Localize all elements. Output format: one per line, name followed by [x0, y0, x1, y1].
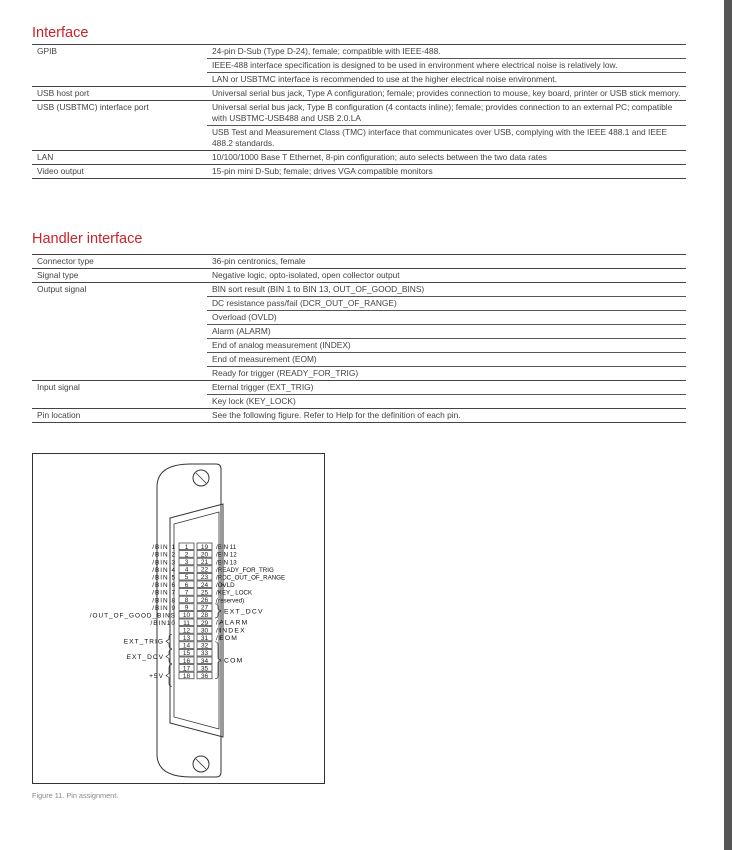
pin-label: /BIN 1: [152, 544, 176, 552]
row-label: Connector type: [32, 255, 207, 269]
handler-section-title: Handler interface: [32, 231, 143, 247]
interface-table: [32, 44, 686, 179]
pin-number: 8: [184, 597, 189, 604]
pin-number: 36: [200, 673, 209, 680]
row-label: [32, 311, 207, 325]
row-label: [32, 395, 207, 409]
pin-number: 13: [182, 635, 191, 642]
group-brace: [166, 665, 172, 687]
pin-label: /BIN 7: [152, 589, 176, 597]
pin-label: /BIN 11: [216, 544, 237, 552]
row-label: Input signal: [32, 381, 207, 395]
row-label: [32, 339, 207, 353]
group-label: /INDEX: [216, 627, 246, 635]
group-label: EXT_DCV: [224, 608, 264, 616]
table-row: [32, 255, 686, 269]
pin-number: 35: [200, 665, 209, 673]
pin-number: 32: [200, 642, 209, 650]
interface-section-title: Interface: [32, 25, 89, 41]
table-row: [32, 283, 686, 297]
table-row: [32, 367, 686, 381]
table-row: [32, 151, 686, 165]
row-label: [32, 297, 207, 311]
pin-number: 5: [184, 574, 189, 582]
row-label: [32, 73, 207, 87]
pin-number: 2: [184, 551, 189, 559]
table-row: [32, 59, 686, 73]
row-label: [32, 126, 207, 151]
scrollbar[interactable]: [724, 0, 732, 850]
group-label: +5V: [149, 672, 164, 680]
figure-caption: Figure 11. Pin assignment.: [32, 791, 119, 800]
pin-number: 10: [182, 612, 191, 620]
pin-label: /BIN 9: [152, 604, 176, 612]
row-value: USB Test and Measurement Class (TMC) interface that communicates over USB, complying with the IEEE 488.1 and IEEE 488.2 standards.: [207, 126, 686, 151]
row-value: IEEE-488 interface specification is designed to be used in environment where electrical noise is relatively low.: [207, 59, 686, 73]
pin-number: 16: [182, 657, 191, 665]
row-label: LAN: [32, 151, 207, 165]
pin-number: 1: [184, 543, 189, 551]
pin-number: 31: [200, 635, 209, 642]
pin-number: 22: [200, 566, 209, 574]
row-label: Signal type: [32, 269, 207, 283]
table-row: [32, 126, 686, 151]
pin-number: 33: [200, 650, 209, 658]
mounting-hole-top-slot: [196, 473, 206, 483]
pin-label: /KEY_ LOCK: [216, 589, 253, 597]
row-value: 15-pin mini D-Sub; female; drives VGA compatible monitors: [207, 165, 686, 179]
pin-number: 21: [200, 559, 209, 566]
pin-number: 29: [200, 619, 209, 627]
pin-number: 3: [184, 559, 189, 566]
pin-number: 12: [182, 627, 191, 635]
row-value: Negative logic, opto-isolated, open collector output: [207, 269, 686, 283]
row-value: Universal serial bus jack, Type A configuration; female; provides connection to mouse, key board, printer or USB stick memory.: [207, 87, 686, 101]
table-row: [32, 87, 686, 101]
pin-label: /OUT_OF_GOOD_BINS: [89, 612, 176, 620]
row-value: End of measurement (EOM): [207, 353, 686, 367]
group-brace: [166, 634, 172, 648]
pin-number: 6: [184, 581, 189, 589]
pin-number: 4: [184, 566, 189, 574]
pin-label: /BIN 6: [152, 582, 176, 590]
row-value: Alarm (ALARM): [207, 325, 686, 339]
pin-label: /RDC_OUT_OF_RANGE: [216, 574, 286, 582]
pin-number: 14: [182, 642, 191, 650]
row-value: LAN or USBTMC interface is recommended to use at the higher electrical noise environment.: [207, 73, 686, 87]
row-value: Key lock (KEY_LOCK): [207, 395, 686, 409]
pin-label: /BIN 12: [216, 551, 237, 559]
table-row: [32, 73, 686, 87]
row-value: Overload (OVLD): [207, 311, 686, 325]
pin-number: 7: [184, 589, 189, 597]
table-row: [32, 325, 686, 339]
pin-assignment-figure: [32, 453, 325, 784]
row-value: End of analog measurement (INDEX): [207, 339, 686, 353]
row-value: Eternal trigger (EXT_TRIG): [207, 381, 686, 395]
row-label: Video output: [32, 165, 207, 179]
pin-number: 23: [200, 574, 209, 582]
pin-number: 28: [200, 612, 209, 620]
pin-label: /BIN 4: [152, 566, 176, 574]
pin-label: /BIN 13: [216, 559, 237, 567]
pin-number: 34: [200, 657, 209, 665]
pin-number: 24: [200, 581, 209, 589]
table-row: [32, 101, 686, 126]
group-label: /ALARM: [216, 619, 249, 627]
row-value: 36-pin centronics, female: [207, 255, 686, 269]
table-row: [32, 353, 686, 367]
table-row: [32, 311, 686, 325]
pin-number: 15: [182, 650, 191, 658]
group-label: EXT_DCV: [126, 653, 164, 661]
group-label: /EOM: [216, 634, 239, 642]
table-row: [32, 297, 686, 311]
pin-number: 19: [200, 543, 209, 551]
pin-number: 30: [200, 627, 209, 635]
pin-number: 11: [183, 619, 190, 627]
row-value: Ready for trigger (READY_FOR_TRIG): [207, 367, 686, 381]
table-row: [32, 45, 686, 59]
group-brace: [215, 642, 221, 679]
table-row: [32, 339, 686, 353]
pin-label: /BIN 3: [152, 559, 176, 567]
pin-label: /BIN10: [150, 620, 176, 628]
row-value: BIN sort result (BIN 1 to BIN 13, OUT_OF_GOOD_BINS): [207, 283, 686, 297]
row-label: USB host port: [32, 87, 207, 101]
pin-label: /BIN 2: [152, 551, 176, 559]
pin-label: (reserved): [216, 597, 245, 605]
row-value: See the following figure. Refer to Help for the definition of each pin.: [207, 409, 686, 423]
table-row: [32, 395, 686, 409]
connector-diagram: [33, 454, 324, 783]
pin-label: /BIN 5: [152, 574, 176, 582]
row-label: Output signal: [32, 283, 207, 297]
row-label: USB (USBTMC) interface port: [32, 101, 207, 126]
pin-number: 18: [182, 673, 191, 680]
table-row: [32, 165, 686, 179]
pin-label: /OVLD: [216, 582, 235, 590]
table-row: [32, 409, 686, 423]
row-value: 24-pin D-Sub (Type D-24), female; compatible with IEEE-488.: [207, 45, 686, 59]
row-label: [32, 59, 207, 73]
group-label: COM: [224, 657, 244, 665]
row-value: 10/100/1000 Base T Ethernet, 8-pin configuration; auto selects between the two data rates: [207, 151, 686, 165]
pin-number: 20: [200, 551, 209, 559]
row-value: Universal serial bus jack, Type B configuration (4 contacts inline); female; provides connection to an external PC; compatible with USBTMC-USB488 and USB 2.0.LA: [207, 101, 686, 126]
row-label: [32, 353, 207, 367]
row-label: [32, 367, 207, 381]
pin-label: /BIN 8: [152, 597, 176, 605]
pin-number: 25: [200, 589, 209, 597]
table-row: [32, 269, 686, 283]
group-brace: [166, 649, 172, 663]
mounting-hole-bottom-slot: [196, 759, 206, 769]
row-value: DC resistance pass/fail (DCR_OUT_OF_RANGE): [207, 297, 686, 311]
pin-label: /READY_FOR_TRIG: [216, 566, 274, 574]
row-label: Pin location: [32, 409, 207, 423]
handler-table: [32, 254, 686, 423]
row-label: [32, 325, 207, 339]
pin-number: 27: [200, 604, 209, 612]
row-label: GPIB: [32, 45, 207, 59]
pin-number: 26: [200, 597, 209, 604]
pin-number: 9: [184, 604, 189, 612]
group-brace: [215, 604, 221, 618]
group-label: EXT_TRIG: [123, 638, 164, 646]
pin-number: 17: [182, 665, 191, 673]
table-row: [32, 381, 686, 395]
